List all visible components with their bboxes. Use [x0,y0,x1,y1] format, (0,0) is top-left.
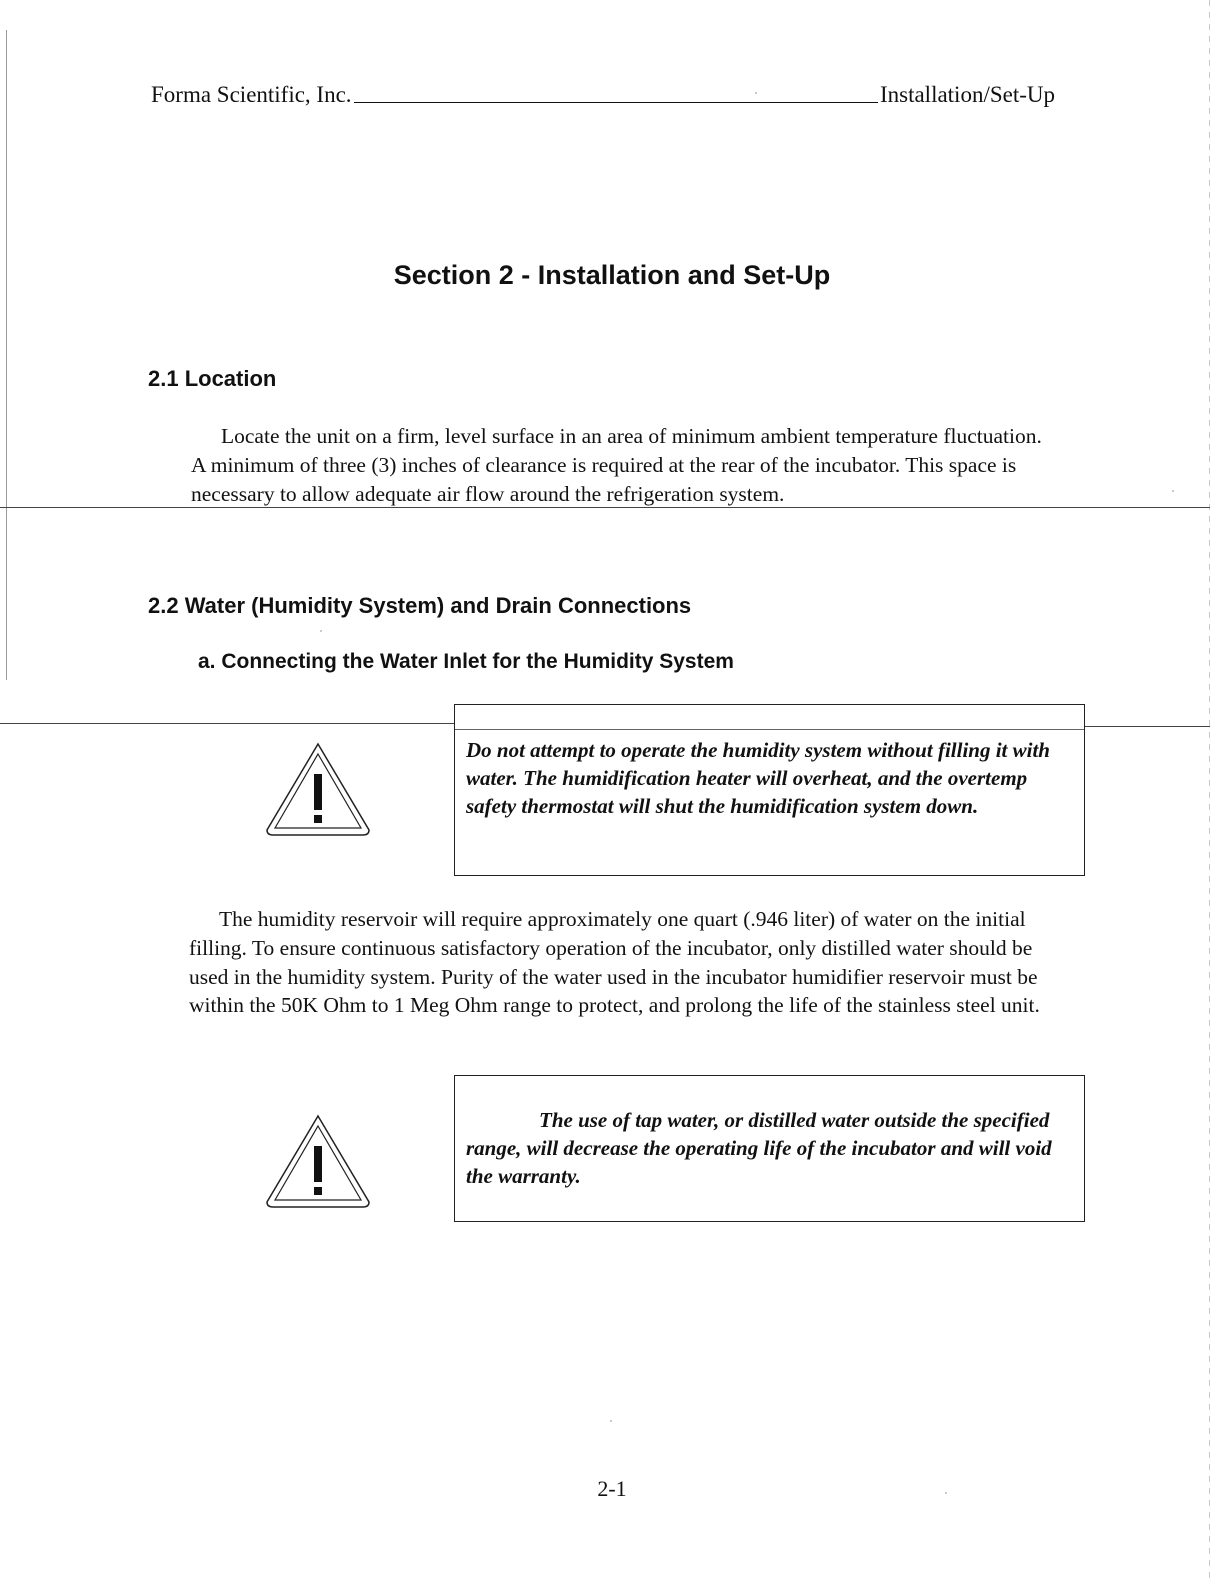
header-company: Forma Scientific, Inc. [151,82,352,107]
scan-speck [755,92,757,94]
scan-edge-left [6,30,7,680]
scan-rule-2-left [0,723,454,724]
humidity-paragraph: The humidity reservoir will require approximately one quart (.946 liter) of water on the initial filling. To ensure continuous satisfactory operation of the incubator, only distilled water should be used in the humidity system. Purity of the water used in the incubator humidifier reservoir must be within the 50K Ohm to 1 Meg Ohm range to protect, and prolong the life of the stainless steel unit. [189,907,1040,1018]
scan-rule-2-right [1085,726,1210,727]
location-paragraph: Locate the unit on a firm, level surface in an area of minimum ambient temperature fluctuation. A minimum of three (3) inches of clearance is required at the rear of the incubator. This space is necessary to allow adequate air flow around the refrigeration system. [191,424,1042,506]
warning-triangle-icon [263,1112,373,1210]
header-rule [354,102,878,103]
scan-speck [610,1420,612,1422]
page-header [151,82,1055,108]
box-1-inner-rule [455,729,1084,730]
scan-speck [320,630,322,632]
scan-rule-1 [0,507,1210,508]
heading-location: 2.1 Location [148,366,277,391]
warning-1-text: Do not attempt to operate the humidity system without filling it with water. The humidification heater will overheat, and the overtemp safety thermostat will shut the humidification system down. [466,738,1050,818]
warning-triangle-icon [263,740,373,838]
warning-2-text: The use of tap water, or distilled water outside the specified range, will decrease the operating life of the incubator and will void the warranty. [466,1108,1052,1188]
heading-water-drain: 2.2 Water (Humidity System) and Drain Connections [148,593,692,618]
scan-speck [945,1492,947,1494]
scan-edge-right [1209,0,1210,1584]
header-section: Installation/Set-Up [879,82,1055,107]
heading-water-inlet: a. Connecting the Water Inlet for the Humidity System [198,650,734,673]
scan-speck [1172,490,1174,492]
page-number: 2-1 [597,1476,627,1501]
section-title: Section 2 - Installation and Set-Up [393,260,831,290]
